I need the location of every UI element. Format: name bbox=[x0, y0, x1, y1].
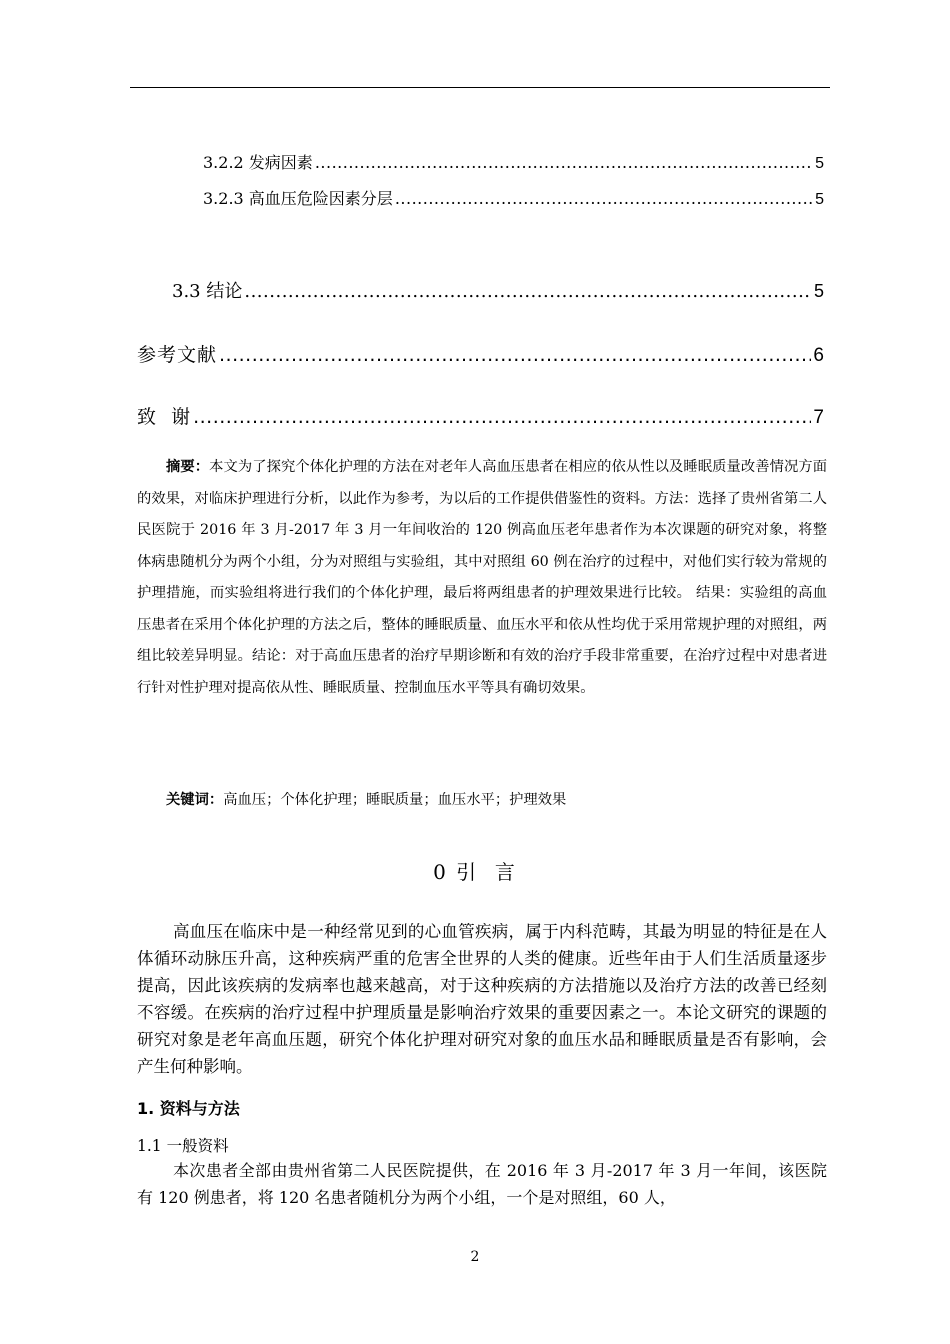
section-1-1-heading: 1.1 一般资料 bbox=[137, 1137, 229, 1155]
toc-item-3-3[interactable] bbox=[172, 277, 824, 303]
page-number: 2 bbox=[470, 1249, 480, 1265]
intro-heading: 0 引 言 bbox=[433, 860, 517, 884]
toc-leader-dots bbox=[315, 153, 813, 172]
toc-page-number: 5 bbox=[813, 281, 824, 301]
toc-item-thanks[interactable] bbox=[137, 402, 824, 429]
toc-item-references[interactable] bbox=[137, 340, 824, 367]
keywords-label: 关键词： bbox=[166, 792, 224, 808]
keywords-line bbox=[166, 786, 566, 814]
section-1-1-paragraph: 本次患者全部由贵州省第二人民医院提供，在 2016 年 3 月-2017 年 3 月一年间，该医院有 120 例患者，将 120 名患者随机分为两个小组，一个是对照组，60 人， bbox=[137, 1161, 827, 1207]
toc-item-label: 3.2.3 高血压危险因素分层 bbox=[203, 189, 393, 208]
toc-leader-dots bbox=[244, 281, 812, 302]
toc-item-label: 致 谢 bbox=[137, 406, 192, 428]
toc-leader-dots bbox=[193, 406, 811, 428]
toc-page-number: 5 bbox=[815, 155, 824, 172]
intro-paragraph: 高血压在临床中是一种经常见到的心血管疾病，属于内科范畴，其最为明显的特征是在人体循环动脉压升高，这种疾病严重的危害全世界的人类的健康。近些年由于人们生活质量逐步提高，因此该疾病的发病率也越来越高，对于这种疾病的方法措施以及治疗方法的改善已经刻不容缓。在疾病的治疗过程中护理质量是影响治疗效果的重要因素之一。本论文研究的课题的研究对象是老年高血压题，研究个体化护理对研究对象的血压水品和睡眠质量是否有影响，会产生何种影响。 bbox=[137, 922, 827, 1076]
abstract-label: 摘要： bbox=[166, 459, 210, 475]
abstract-text: 本文为了探究个体化护理的方法在对老年人高血压患者在相应的依从性以及睡眠质量改善情况方面的效果，对临床护理进行分析，以此作为参考，为以后的工作提供借鉴性的资料。方法：选择了贵州省第二人民医院于 2016 年 3 月-2017 年 3 月一年间收治的 120 例高血压老年患者作为本次课题的研究对象，将整体病患随机分为两个小组，分为对照组与实验组，其中对照组 60 例在治疗的过程中，对他们实行较为常规的护理措施，而实验组将进行我们的个体化护理，最后将两组患者的护理效果进行比较。 结果：实验组的高血压患者在采用个体化护理的方法之后，整体的睡眠质量、血压水平和依从性均优于采用常规护理的对照组，两组比较差异明显。结论：对于高血压患者的治疗早期诊断和有效的治疗手段非常重要，在治疗过程中对患者进行针对性护理对提高依从性、睡眠质量、控制血压水平等具有确切效果。 bbox=[137, 459, 828, 696]
section-1-heading: 1. 资料与方法 bbox=[137, 1099, 240, 1118]
toc-item-label: 3.2.2 发病因素 bbox=[203, 153, 313, 172]
toc-page-number: 5 bbox=[815, 191, 824, 208]
keywords-text: 高血压；个体化护理；睡眠质量；血压水平；护理效果 bbox=[223, 792, 567, 808]
toc-page-number: 6 bbox=[813, 345, 824, 366]
abstract-paragraph bbox=[137, 452, 827, 704]
toc-leader-dots bbox=[219, 344, 811, 366]
header-rule bbox=[130, 87, 830, 88]
toc-item-3-2-2[interactable] bbox=[203, 150, 824, 173]
toc-leader-dots bbox=[395, 189, 813, 208]
toc-item-label: 参考文献 bbox=[137, 344, 218, 366]
toc-item-label: 3.3 结论 bbox=[172, 281, 243, 302]
toc-item-3-2-3[interactable] bbox=[203, 186, 824, 209]
toc-page-number: 7 bbox=[813, 407, 824, 428]
